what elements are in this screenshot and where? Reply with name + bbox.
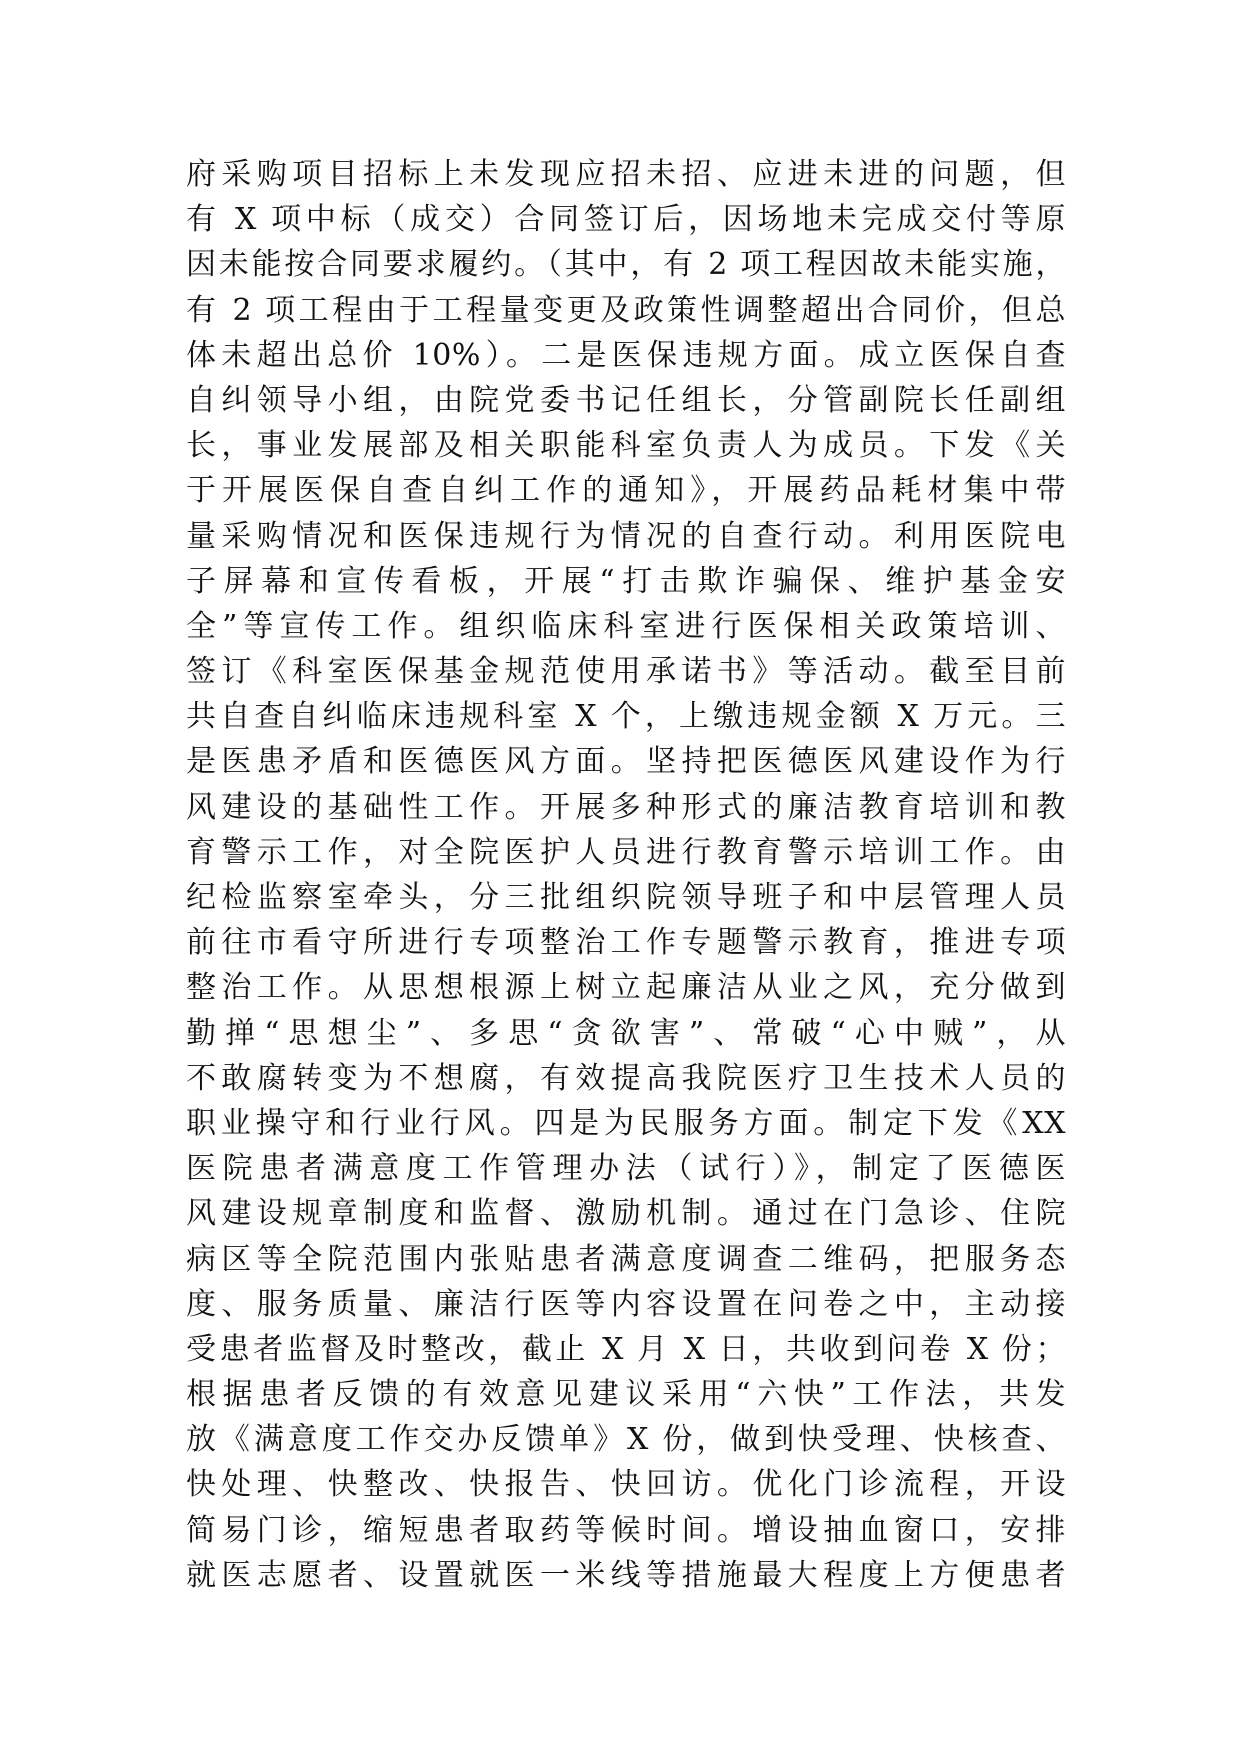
text-line: 有 2 项工程由于工程量变更及政策性调整超出合同价，但总 (186, 292, 1066, 328)
text-line: 因未能按合同要求履约。（其中，有 2 项工程因故未能实施， (186, 247, 1066, 283)
text-line: 病区等全院范围内张贴患者满意度调查二维码，把服务态 (186, 1241, 1066, 1277)
text-line: 全”等宣传工作。组织临床科室进行医保相关政策培训、 (186, 608, 1066, 644)
text-line: 放《满意度工作交办反馈单》X 份，做到快受理、快核查、 (186, 1422, 1066, 1458)
text-line: 体未超出总价 10%）。二是医保违规方面。成立医保自查 (186, 337, 1066, 373)
text-line: 于开展医保自查自纠工作的通知》，开展药品耗材集中带 (186, 473, 1066, 509)
text-line: 府采购项目招标上未发现应招未招、应进未进的问题，但 (186, 157, 1066, 192)
text-line: 受患者监督及时整改，截止 X 月 X 日，共收到问卷 X 份； (186, 1331, 1066, 1367)
text-line: 纪检监察室牵头，分三批组织院领导班子和中层管理人员 (186, 880, 1066, 915)
text-line: 有 X 项中标（成交）合同签订后，因场地未完成交付等原 (186, 202, 1066, 238)
text-line: 前往市看守所进行专项整治工作专题警示教育，推进专项 (186, 925, 1066, 961)
text-line: 医院患者满意度工作管理办法（试行）》，制定了医德医 (186, 1151, 1066, 1187)
text-line: 风建设的基础性工作。开展多种形式的廉洁教育培训和教 (186, 789, 1066, 825)
text-line: 自纠领导小组，由院党委书记任组长，分管副院长任副组 (186, 382, 1066, 418)
text-line: 职业操守和行业行风。四是为民服务方面。制定下发《XX (186, 1105, 1066, 1141)
text-line: 共自查自纠临床违规科室 X 个，上缴违规金额 X 万元。三 (186, 699, 1066, 735)
text-line: 不敢腐转变为不想腐，有效提高我院医疗卫生技术人员的 (186, 1060, 1066, 1096)
text-line: 根据患者反馈的有效意见建议采用“六快”工作法，共发 (186, 1377, 1066, 1413)
text-line: 度、服务质量、廉洁行医等内容设置在问卷之中，主动接 (186, 1286, 1066, 1322)
text-line: 长，事业发展部及相关职能科室负责人为成员。下发《关 (186, 428, 1066, 464)
text-line: 量采购情况和医保违规行为情况的自查行动。利用医院电 (186, 518, 1066, 554)
text-line: 快处理、快整改、快报告、快回访。优化门诊流程，开设 (186, 1467, 1066, 1503)
text-line: 风建设规章制度和监督、激励机制。通过在门急诊、住院 (186, 1196, 1066, 1232)
text-line: 整治工作。从思想根源上树立起廉洁从业之风，充分做到 (186, 970, 1066, 1006)
text-line: 子屏幕和宣传看板，开展“打击欺诈骗保、维护基金安 (186, 563, 1066, 599)
text-line: 勤掸“思想尘”、多思“贪欲害”、常破“心中贼”，从 (186, 1015, 1066, 1051)
text-line: 简易门诊，缩短患者取药等候时间。增设抽血窗口，安排 (186, 1512, 1066, 1548)
text-line: 育警示工作，对全院医护人员进行教育警示培训工作。由 (186, 834, 1066, 870)
text-line: 签订《科室医保基金规范使用承诺书》等活动。截至目前 (186, 654, 1066, 690)
text-line: 是医患矛盾和医德医风方面。坚持把医德医风建设作为行 (186, 744, 1066, 780)
body-paragraph (186, 152, 1066, 1598)
text-line: 就医志愿者、设置就医一米线等措施最大程度上方便患者 (186, 1557, 1066, 1593)
